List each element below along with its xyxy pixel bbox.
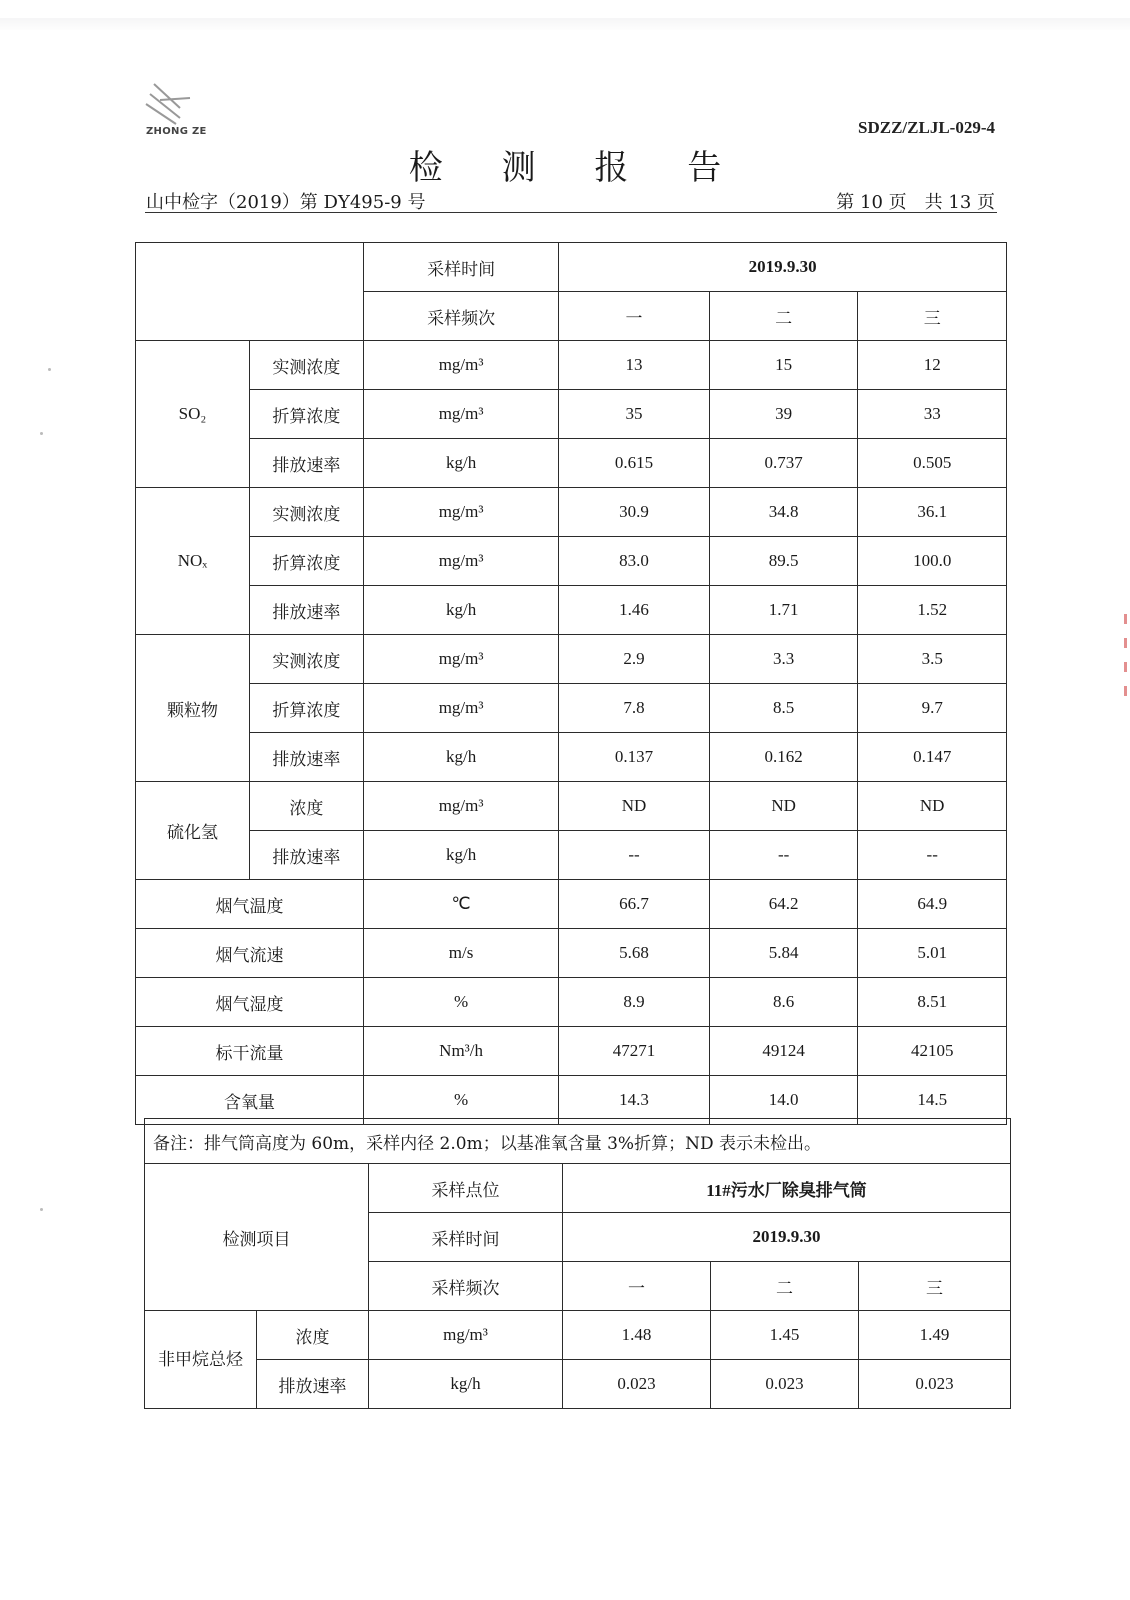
- value-cell: 7.8: [559, 684, 710, 733]
- value-cell: 14.5: [858, 1076, 1007, 1125]
- sampling-date: 2019.9.30: [563, 1213, 1011, 1262]
- value-cell: 0.162: [709, 733, 858, 782]
- value-cell: 1.48: [563, 1311, 711, 1360]
- value-cell: 0.023: [859, 1360, 1011, 1409]
- value-cell: 8.51: [858, 978, 1007, 1027]
- item-name: 排放速率: [249, 586, 363, 635]
- pollutant-name: NOₓ: [136, 488, 250, 635]
- sampling-point: 11#污水厂除臭排气筒: [563, 1164, 1011, 1213]
- value-cell: 39: [709, 390, 858, 439]
- sampling-date: 2019.9.30: [559, 243, 1007, 292]
- value-cell: 8.9: [559, 978, 710, 1027]
- value-cell: 3.3: [709, 635, 858, 684]
- unit: Nm³/h: [363, 1027, 558, 1076]
- freq-label: 采样频次: [369, 1262, 563, 1311]
- freq-header: 二: [711, 1262, 859, 1311]
- table-row: [136, 243, 1007, 292]
- item-name: 烟气温度: [136, 880, 364, 929]
- value-cell: 1.46: [559, 586, 710, 635]
- value-cell: 5.01: [858, 929, 1007, 978]
- item-name: 实测浓度: [249, 635, 363, 684]
- table-row: [145, 1360, 1011, 1409]
- item-name: 排放速率: [249, 733, 363, 782]
- value-cell: 8.5: [709, 684, 858, 733]
- value-cell: 5.68: [559, 929, 710, 978]
- value-cell: 64.2: [709, 880, 858, 929]
- page-title: 检 测 报 告: [408, 148, 746, 188]
- time-label: 采样时间: [369, 1213, 563, 1262]
- table-row: [145, 1311, 1011, 1360]
- note-and-vocs-table: [144, 1118, 1011, 1409]
- value-cell: 8.6: [709, 978, 858, 1027]
- scan-speck: [40, 432, 43, 435]
- item-name: 烟气湿度: [136, 978, 364, 1027]
- item-label: 检测项目: [145, 1164, 369, 1311]
- pollutant-name: SO₂: [136, 341, 250, 488]
- value-cell: 100.0: [858, 537, 1007, 586]
- freq-header: 一: [563, 1262, 711, 1311]
- report-number: 山中检字（2019）第 DY495-9 号: [146, 192, 426, 213]
- remarks: 备注：排气筒高度为 60m，采样内径 2.0m；以基准氧含量 3%折算；ND 表示未检出。: [145, 1119, 1011, 1164]
- scan-speck: [40, 1208, 43, 1211]
- value-cell: 66.7: [559, 880, 710, 929]
- item-name: 排放速率: [249, 831, 363, 880]
- table-row: [136, 978, 1007, 1027]
- value-cell: 0.615: [559, 439, 710, 488]
- value-cell: 14.3: [559, 1076, 710, 1125]
- table-row: [136, 439, 1007, 488]
- value-cell: 34.8: [709, 488, 858, 537]
- item-name: 浓度: [257, 1311, 369, 1360]
- value-cell: 0.147: [858, 733, 1007, 782]
- pollutant-name: 非甲烷总烃: [145, 1311, 257, 1409]
- logo-text: ZHONG ZE: [146, 126, 207, 137]
- item-name: 折算浓度: [249, 390, 363, 439]
- item-name: 标干流量: [136, 1027, 364, 1076]
- unit: kg/h: [369, 1360, 563, 1409]
- value-cell: --: [858, 831, 1007, 880]
- table-row: [136, 880, 1007, 929]
- value-cell: 0.505: [858, 439, 1007, 488]
- table-row: [136, 586, 1007, 635]
- unit: kg/h: [363, 439, 558, 488]
- item-name: 排放速率: [257, 1360, 369, 1409]
- freq-header: 一: [559, 292, 710, 341]
- table-row: [136, 733, 1007, 782]
- value-cell: --: [709, 831, 858, 880]
- table-row: [145, 1164, 1011, 1213]
- item-name: 实测浓度: [249, 341, 363, 390]
- sampling-freq-label: 采样频次: [363, 292, 558, 341]
- point-label: 采样点位: [369, 1164, 563, 1213]
- value-cell: ND: [559, 782, 710, 831]
- header-divider: [145, 212, 997, 213]
- table-row: [136, 929, 1007, 978]
- value-cell: 15: [709, 341, 858, 390]
- value-cell: ND: [858, 782, 1007, 831]
- blank-corner-cell: [136, 243, 364, 341]
- value-cell: 14.0: [709, 1076, 858, 1125]
- value-cell: --: [559, 831, 710, 880]
- table-row: [136, 831, 1007, 880]
- sampling-time-label: 采样时间: [363, 243, 558, 292]
- table-row: [136, 488, 1007, 537]
- value-cell: 0.137: [559, 733, 710, 782]
- value-cell: 42105: [858, 1027, 1007, 1076]
- value-cell: 0.737: [709, 439, 858, 488]
- value-cell: 13: [559, 341, 710, 390]
- value-cell: 12: [858, 341, 1007, 390]
- unit: kg/h: [363, 586, 558, 635]
- table-row: [136, 684, 1007, 733]
- unit: mg/m³: [363, 341, 558, 390]
- note-row: [145, 1119, 1011, 1164]
- freq-header: 三: [859, 1262, 1011, 1311]
- item-name: 折算浓度: [249, 537, 363, 586]
- document-code: SDZZ/ZLJL-029-4: [858, 118, 995, 137]
- table-row: [136, 341, 1007, 390]
- scan-artifact: [0, 18, 1130, 30]
- item-name: 浓度: [249, 782, 363, 831]
- unit: mg/m³: [363, 488, 558, 537]
- unit: m/s: [363, 929, 558, 978]
- pollutant-name: 硫化氢: [136, 782, 250, 880]
- unit: kg/h: [363, 831, 558, 880]
- unit: kg/h: [363, 733, 558, 782]
- value-cell: 36.1: [858, 488, 1007, 537]
- unit: mg/m³: [363, 782, 558, 831]
- item-name: 折算浓度: [249, 684, 363, 733]
- emission-results-table: [135, 242, 1007, 1125]
- scan-speck: [48, 368, 51, 371]
- value-cell: 49124: [709, 1027, 858, 1076]
- value-cell: 9.7: [858, 684, 1007, 733]
- item-name: 实测浓度: [249, 488, 363, 537]
- freq-header: 二: [709, 292, 858, 341]
- seal-edge-mark: [1118, 600, 1130, 720]
- unit: mg/m³: [363, 635, 558, 684]
- value-cell: 0.023: [711, 1360, 859, 1409]
- table-row: [136, 1027, 1007, 1076]
- unit: ℃: [363, 880, 558, 929]
- value-cell: ND: [709, 782, 858, 831]
- unit: %: [363, 978, 558, 1027]
- table-row: [136, 390, 1007, 439]
- value-cell: 33: [858, 390, 1007, 439]
- value-cell: 35: [559, 390, 710, 439]
- item-name: 含氧量: [136, 1076, 364, 1125]
- table-row: [136, 635, 1007, 684]
- value-cell: 89.5: [709, 537, 858, 586]
- item-name: 排放速率: [249, 439, 363, 488]
- value-cell: 0.023: [563, 1360, 711, 1409]
- value-cell: 30.9: [559, 488, 710, 537]
- table-row: [136, 782, 1007, 831]
- value-cell: 64.9: [858, 880, 1007, 929]
- item-name: 烟气流速: [136, 929, 364, 978]
- table-row: [136, 537, 1007, 586]
- value-cell: 83.0: [559, 537, 710, 586]
- value-cell: 3.5: [858, 635, 1007, 684]
- unit: %: [363, 1076, 558, 1125]
- unit: mg/m³: [363, 390, 558, 439]
- value-cell: 1.45: [711, 1311, 859, 1360]
- value-cell: 5.84: [709, 929, 858, 978]
- unit: mg/m³: [363, 684, 558, 733]
- value-cell: 1.71: [709, 586, 858, 635]
- pollutant-name: 颗粒物: [136, 635, 250, 782]
- value-cell: 1.49: [859, 1311, 1011, 1360]
- value-cell: 1.52: [858, 586, 1007, 635]
- value-cell: 47271: [559, 1027, 710, 1076]
- page-number: 第 10 页 共 13 页: [836, 192, 995, 213]
- value-cell: 2.9: [559, 635, 710, 684]
- freq-header: 三: [858, 292, 1007, 341]
- unit: mg/m³: [363, 537, 558, 586]
- unit: mg/m³: [369, 1311, 563, 1360]
